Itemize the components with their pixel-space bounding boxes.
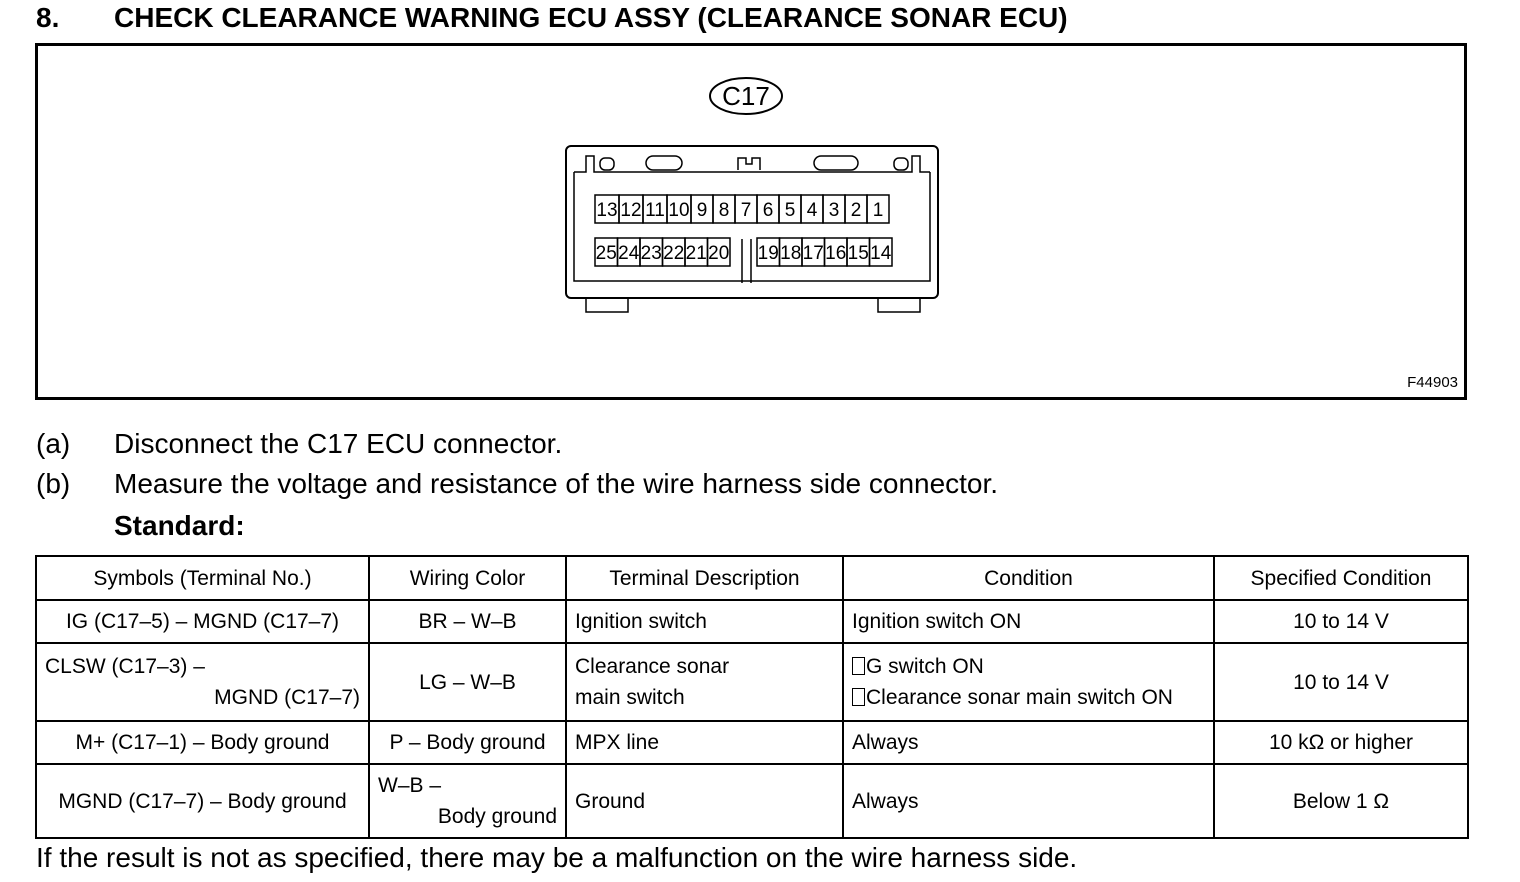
checkbox-glyph-icon: [852, 657, 865, 675]
step-label: (a): [36, 428, 71, 459]
pin-number: 12: [620, 200, 642, 221]
pin-number: 16: [825, 243, 847, 264]
pin-number: 19: [757, 243, 779, 264]
cell-terminal-description: MPX line: [566, 721, 843, 764]
pin-number: 14: [870, 243, 892, 264]
pin-number: 7: [740, 200, 752, 221]
pin-number: 6: [762, 200, 774, 221]
table-row: [36, 721, 1468, 764]
cell-symbols: MGND (C17–7) – Body ground: [36, 764, 369, 838]
pin-number: 22: [663, 243, 685, 264]
section-title: CHECK CLEARANCE WARNING ECU ASSY (CLEARANCE SONAR ECU): [114, 2, 1068, 33]
pin-number: 18: [780, 243, 802, 264]
step-b: [36, 468, 998, 500]
connector-figure: [35, 43, 1467, 400]
table-header-row: [36, 556, 1468, 600]
pin-number: 25: [595, 243, 617, 264]
connector-body: [566, 146, 938, 312]
table-row: [36, 600, 1468, 643]
pin-number: 2: [850, 200, 862, 221]
step-a: [36, 428, 562, 460]
cell-line: Clearance sonar main switch ON: [866, 686, 1173, 709]
cell-specified-condition: 10 to 14 V: [1214, 643, 1468, 721]
result-note: If the result is not as specified, there may be a malfunction on the wire harness side.: [36, 842, 1078, 873]
header-terminal-description: Terminal Description: [566, 556, 843, 600]
cell-symbols: M+ (C17–1) – Body ground: [36, 721, 369, 764]
cell-condition: Always: [843, 764, 1214, 838]
header-condition: Condition: [843, 556, 1214, 600]
pin-number: 5: [784, 200, 796, 221]
pin-number: 4: [806, 200, 818, 221]
spec-table: [35, 555, 1469, 839]
step-text: Measure the voltage and resistance of the wire harness side connector.: [114, 468, 999, 499]
step-text: Disconnect the C17 ECU connector.: [114, 428, 563, 459]
pin-number: 13: [596, 200, 618, 221]
pins-bottom-row: [595, 238, 892, 266]
cell-terminal-description: Ignition switch: [566, 600, 843, 643]
pin-number: 23: [640, 243, 662, 264]
cell-specified-condition: 10 to 14 V: [1214, 600, 1468, 643]
standard-label: Standard:: [114, 510, 245, 541]
cell-condition: Always: [843, 721, 1214, 764]
cell-symbols: IG (C17–5) – MGND (C17–7): [36, 600, 369, 643]
pin-number: 10: [668, 200, 690, 221]
table-row: [36, 643, 1468, 721]
pin-number: 21: [685, 243, 707, 264]
header-wiring-color: Wiring Color: [369, 556, 566, 600]
cell-wiring-color: [369, 764, 566, 838]
cell-wiring-color: LG – W–B: [369, 643, 566, 721]
cell-line: MGND (C17–7): [214, 686, 360, 709]
pin-number: 17: [802, 243, 824, 264]
cell-wiring-color: P – Body ground: [369, 721, 566, 764]
pin-number: 1: [872, 200, 884, 221]
pin-number: 24: [618, 243, 640, 264]
table-row: [36, 764, 1468, 838]
cell-line: G switch ON: [866, 655, 984, 678]
cell-line: Clearance sonar: [575, 655, 730, 678]
pin-number: 3: [828, 200, 840, 221]
cell-terminal-description: Ground: [566, 764, 843, 838]
pins-top-row: [595, 195, 889, 223]
cell-condition: Ignition switch ON: [843, 600, 1214, 643]
cell-specified-condition: 10 kΩ or higher: [1214, 721, 1468, 764]
section-number: 8.: [36, 2, 60, 33]
connector-label: C17: [722, 81, 770, 111]
step-label: (b): [36, 468, 71, 499]
cell-wiring-color: BR – W–B: [369, 600, 566, 643]
cell-terminal-description: [566, 643, 843, 721]
section-heading: [36, 2, 1068, 34]
pin-number: 20: [708, 243, 730, 264]
cell-specified-condition: Below 1 Ω: [1214, 764, 1468, 838]
pin-number: 9: [696, 200, 708, 221]
cell-line: W–B –: [378, 774, 442, 797]
pin-number: 15: [847, 243, 869, 264]
figure-id: F44903: [1407, 374, 1458, 391]
cell-condition: [843, 643, 1214, 721]
cell-symbols: [36, 643, 369, 721]
connector-diagram: [38, 46, 1464, 397]
pin-number: 8: [718, 200, 730, 221]
cell-line: CLSW (C17–3) –: [45, 655, 205, 678]
header-specified-condition: Specified Condition: [1214, 556, 1468, 600]
cell-line: Body ground: [437, 805, 557, 828]
pin-number: 11: [645, 200, 665, 221]
checkbox-glyph-icon: [852, 688, 865, 706]
header-symbols: Symbols (Terminal No.): [36, 556, 369, 600]
cell-line: main switch: [575, 686, 685, 709]
